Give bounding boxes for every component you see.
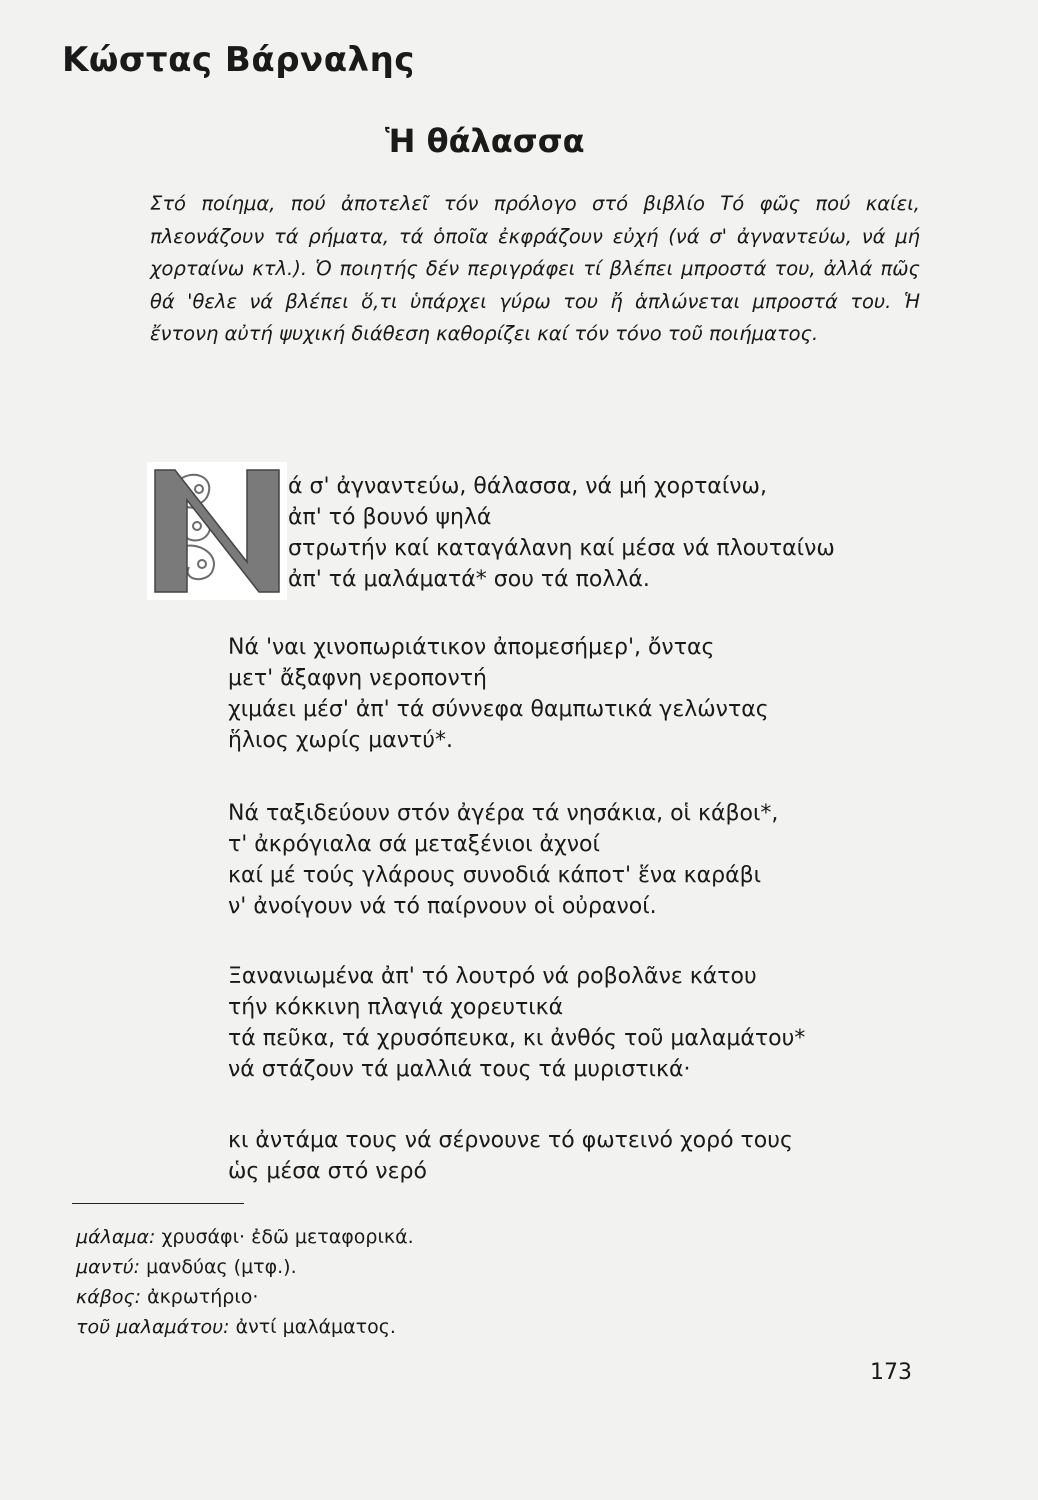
poem-title: Ἡ θάλασσα xyxy=(385,122,585,160)
verse-line: ἥλιος χωρίς μαντύ*. xyxy=(228,728,453,753)
verse-line: καί μέ τούς γλάρους συνοδιά κάποτ' ἕνα καράβι xyxy=(228,863,762,888)
verse-line: νά στάζουν τά μαλλιά τους τά μυριστικά· xyxy=(228,1057,691,1082)
verse-line: μετ' ἄξαφνη νεροποντή xyxy=(228,666,487,691)
footnote-definition: ἀκρωτήριο· xyxy=(147,1286,259,1308)
verse-line: τ' ἀκρόγιαλα σά μεταξένιοι ἀχνοί xyxy=(228,832,600,857)
drop-cap-initial xyxy=(147,462,287,600)
verse-line: χιμάει μέσ' ἀπ' τά σύννεφα θαμπωτικά γελώντας xyxy=(228,697,769,722)
footnote-item xyxy=(76,1312,414,1342)
footnote-definition: χρυσάφι· ἐδῶ μεταφορικά. xyxy=(161,1226,414,1248)
footnote-item xyxy=(76,1222,414,1252)
footnote-definition: μανδύας (μτφ.). xyxy=(146,1256,297,1278)
verse-line: ἀπ' τό βουνό ψηλά xyxy=(288,505,492,530)
stanza-1 xyxy=(288,471,835,595)
verse-line: στρωτήν καί καταγάλανη καί μέσα νά πλουταίνω xyxy=(288,536,835,561)
verse-line: Νά 'ναι χινοπωριάτικον ἀπομεσήμερ', ὄντας xyxy=(228,635,715,660)
verse-line: ά σ' ἀγναντεύω, θάλασσα, νά μή χορταίνω, xyxy=(288,474,767,499)
page-number: 173 xyxy=(870,1360,912,1385)
stanza-2 xyxy=(228,632,769,756)
stanza-3 xyxy=(228,798,778,922)
footnote-divider xyxy=(72,1203,244,1204)
intro-paragraph: Στό ποίημα, πού ἀποτελεῖ τόν πρόλογο στό βιβλίο Τό φῶς πού καίει, πλεονάζουν τά ρήματα, τά ὁποῖα ἐκφράζουν εὐχή (νά σ' ἀγναντεύω, νά μή χορταίνω κτλ.). Ὁ ποιητής δέν περιγράφει τί βλέπει μπροστά του, ἀλλά πῶς θά 'θελε νά βλέπει ὅ,τι ὑπάρχει γύρω του ἤ ἁπλώνεται μπροστά του. Ἡ ἔντονη αὐτή ψυχική διάθεση καθορίζει καί τόν τόνο τοῦ ποιήματος. xyxy=(150,192,920,345)
verse-line: ν' ἀνοίγουν νά τό παίρνουν οἱ οὐρανοί. xyxy=(228,894,657,919)
footnote-item xyxy=(76,1252,414,1282)
footnote-term: τοῦ μαλαμάτου: xyxy=(76,1316,230,1338)
footnote-definition: ἀντί μαλάματος. xyxy=(235,1316,396,1338)
verse-line: τά πεῦκα, τά χρυσόπευκα, κι ἀνθός τοῦ μαλαμάτου* xyxy=(228,1026,806,1051)
verse-line: κι ἀντάμα τους νά σέρνουνε τό φωτεινό χορό τους xyxy=(228,1128,793,1153)
footnotes xyxy=(76,1222,414,1342)
verse-line: ὡς μέσα στό νερό xyxy=(228,1159,427,1184)
stanza-4 xyxy=(228,961,805,1085)
verse-line: ἀπ' τά μαλάματά* σου τά πολλά. xyxy=(288,567,650,592)
footnote-item xyxy=(76,1282,414,1312)
footnote-term: μάλαμα: xyxy=(76,1226,156,1248)
footnote-term: κάβος: xyxy=(76,1286,142,1308)
verse-line: τήν κόκκινη πλαγιά χορευτικά xyxy=(228,995,564,1020)
verse-line: Ξανανιωμένα ἀπ' τό λουτρό νά ροβολᾶνε κάτου xyxy=(228,964,757,989)
verse-line: Νά ταξιδεύουν στόν ἀγέρα τά νησάκια, οἱ κάβοι*, xyxy=(228,801,779,826)
footnote-term: μαντύ: xyxy=(76,1256,141,1278)
stanza-5 xyxy=(228,1125,793,1187)
author-name: Κώστας Βάρναλης xyxy=(62,40,415,80)
